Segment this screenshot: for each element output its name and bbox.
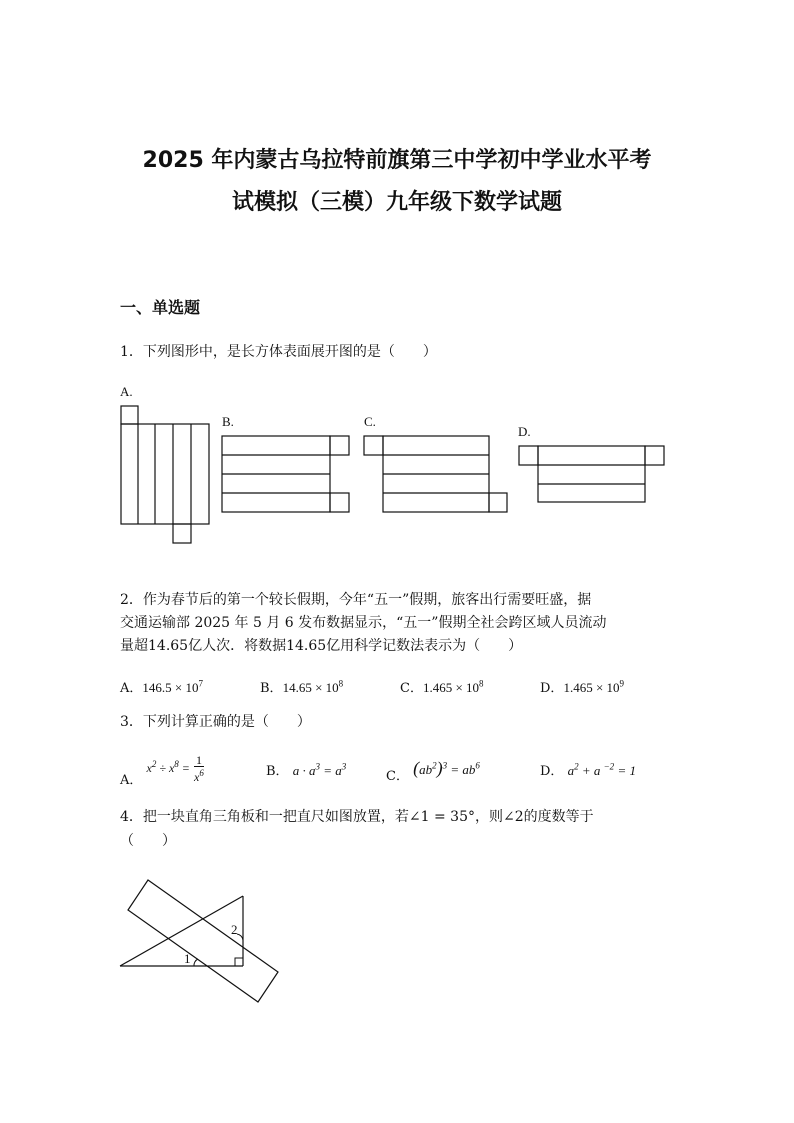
angle-2-arc xyxy=(237,934,243,940)
option-formula: $x^2 \div x^8$ = xyxy=(146,759,190,775)
option-exponent: 9 xyxy=(619,678,625,689)
option-label: B． xyxy=(266,764,289,779)
question-2-option-b[interactable] xyxy=(260,677,343,696)
option-label: C． xyxy=(400,681,423,696)
question-4-line-1: 4．把一块直角三角板和一把直尺如图放置，若∠1 = 35°，则∠2的度数等于 xyxy=(120,809,594,825)
question-2-option-a[interactable] xyxy=(120,677,203,696)
option-formula: $a \cdot a^3 = a^3$ xyxy=(292,761,347,778)
question-3-option-c[interactable] xyxy=(386,758,480,784)
question-3-option-a[interactable] xyxy=(120,753,204,788)
section-heading: 一、单选题 xyxy=(120,298,201,317)
option-c-label: C. xyxy=(364,414,376,429)
option-d-label: D. xyxy=(518,424,531,439)
question-4-line-2: （ ） xyxy=(120,833,176,849)
net-figure-c xyxy=(364,436,507,512)
angle-1-arc xyxy=(194,959,198,966)
net-figure-a xyxy=(121,406,209,543)
ruler-shape xyxy=(128,880,278,1002)
option-b-label: B. xyxy=(222,414,234,429)
question-3-option-b[interactable] xyxy=(266,760,346,779)
option-exponent: 7 xyxy=(198,678,203,689)
option-formula: $a^2 + a$ $^{-2}$ = 1 xyxy=(567,761,636,778)
option-label: D． xyxy=(540,681,564,696)
question-4-figure xyxy=(110,870,300,1010)
option-exponent: 8 xyxy=(338,678,344,689)
option-a-label: A. xyxy=(120,384,133,399)
title-line-1: 2025 年内蒙古乌拉特前旗第三中学初中学业水平考 xyxy=(142,148,652,173)
option-value: 1.465 × 10 xyxy=(422,680,480,695)
question-1-figures xyxy=(110,378,680,548)
option-label: C． xyxy=(386,769,409,784)
option-fraction: $\frac{1}{x^6}$ xyxy=(194,753,204,784)
option-label: D． xyxy=(540,764,564,779)
option-value: 146.5 × 10 xyxy=(142,680,199,695)
question-2-option-c[interactable] xyxy=(400,677,484,696)
option-value: 14.65 × 10 xyxy=(282,680,339,695)
question-3-text: 3．下列计算正确的是（ ） xyxy=(120,714,311,730)
question-1-text: 1．下列图形中，是长方体表面展开图的是（ ） xyxy=(120,344,437,360)
question-2-line-3: 量超14.65亿人次．将数据14.65亿用科学记数法表示为（ ） xyxy=(120,638,523,654)
angle-1-label: 1 xyxy=(184,951,191,966)
question-3-option-d[interactable] xyxy=(540,760,636,779)
net-figure-b xyxy=(222,436,349,512)
net-figure-d xyxy=(519,446,664,502)
option-label: A． xyxy=(120,773,143,788)
right-triangle-shape xyxy=(120,896,243,966)
question-2-option-d[interactable] xyxy=(540,677,624,696)
option-value: 1.465 × 10 xyxy=(563,680,620,695)
angle-2-label: 2 xyxy=(231,922,238,937)
question-2-line-1: 2．作为春节后的第一个较长假期，今年“五一”假期，旅客出行需要旺盛，据 xyxy=(120,592,592,608)
option-label: A． xyxy=(120,681,143,696)
title-line-2: 试模拟（三模）九年级下数学试题 xyxy=(231,190,562,215)
option-label: B． xyxy=(260,681,283,696)
question-2-line-2: 交通运输部 2025 年 5 月 6 发布数据显示，“五一”假期全社会跨区域人员流动 xyxy=(120,615,607,631)
option-exponent: 8 xyxy=(479,678,484,689)
option-formula: $(ab^2)^3 = ab^6$ xyxy=(413,758,480,778)
